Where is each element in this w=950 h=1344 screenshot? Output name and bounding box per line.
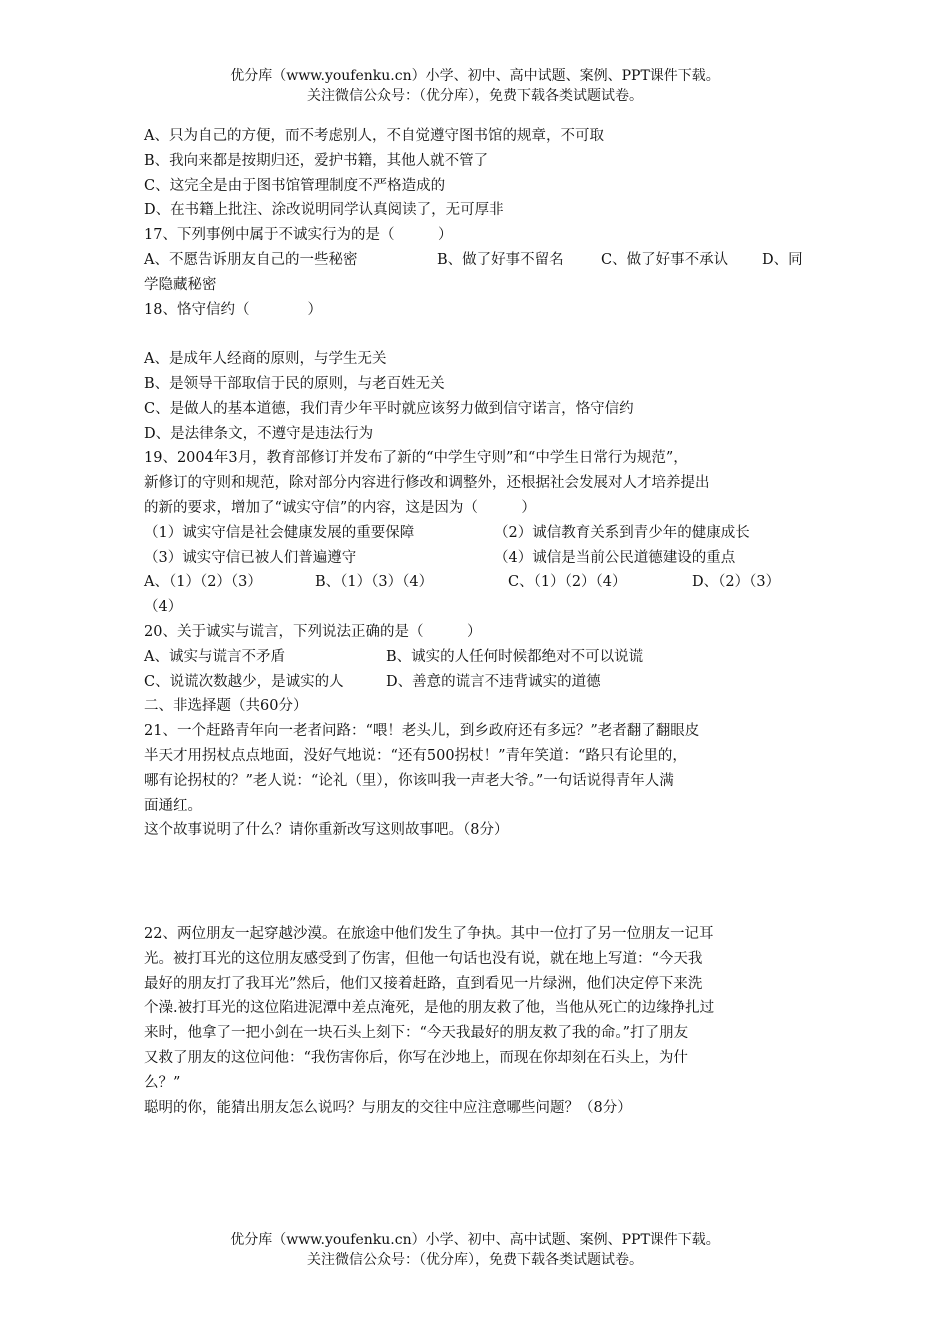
- q16-option-d: D、在书籍上批注、涂改说明同学认真阅读了，无可厚非: [144, 202, 504, 219]
- q22-line-2: 光。被打耳光的这位朋友感受到了伤害，但他一句话也没有说，就在地上写道：“今天我: [144, 950, 703, 967]
- q22-line-4: 个澡.被打耳光的这位陷进泥潭中差点淹死，是他的朋友救了他，当他从死亡的边缘挣扎过: [144, 1000, 715, 1017]
- q17-option-b: B、做了好事不留名: [437, 251, 564, 268]
- q17-option-d-cont: 学隐藏秘密: [144, 276, 217, 293]
- q17-option-a: A、不愿告诉朋友自己的一些秘密: [144, 251, 358, 268]
- q18-option-c: C、是做人的基本道德，我们青少年平时就应该努力做到信守诺言，恪守信约: [144, 400, 634, 417]
- document-body: [144, 124, 810, 843]
- q19-statement-4: （4）诚信是当前公民道德建设的重点: [494, 549, 736, 566]
- q17-option-c: C、做了好事不承认: [601, 251, 729, 268]
- q19-option-a: A、（1）（2）（3）: [144, 574, 262, 591]
- q19-stem-2: 新修订的守则和规范，除对部分内容进行修改和调整外，还根据社会发展对人才培养提出: [144, 475, 710, 492]
- q19-stem-3: 的新的要求，增加了“诚实守信”的内容，这是因为（ ）: [144, 499, 536, 516]
- q17-options: [144, 248, 810, 273]
- q22-line-6: 又救了朋友的这位问他：“我伤害你后，你写在沙地上，而现在你却刻在石头上，为什: [144, 1049, 688, 1066]
- q18-option-d: D、是法律条文，不遵守是违法行为: [144, 425, 374, 442]
- q19-statement-1: （1）诚实守信是社会健康发展的重要保障: [144, 524, 415, 541]
- q22-line-3: 最好的朋友打了我耳光”然后，他们又接着赶路，直到看见一片绿洲，他们决定停下来洗: [144, 975, 703, 992]
- header-line-1: 优分库（www.youfenku.cn）小学、初中、高中试题、案例、PPT课件下载。: [230, 68, 720, 84]
- q19-statement-2: （2）诚信教育关系到青少年的健康成长: [494, 524, 750, 541]
- q16-option-b: B、我向来都是按期归还，爱护书籍，其他人就不管了: [144, 152, 489, 169]
- q18-stem: 18、恪守信约（ ）: [144, 301, 322, 318]
- q21-line-1: 21、一个赶路青年向一老者问路：“喂！老头儿，到乡政府还有多远？”老者翻了翻眼皮: [144, 723, 700, 740]
- q22-line-1: 22、两位朋友一起穿越沙漠。在旅途中他们发生了争执。其中一位打了另一位朋友一记耳: [144, 926, 714, 942]
- q20-options-1: [144, 645, 810, 670]
- q17-stem: 17、下列事例中属于不诚实行为的是（ ）: [144, 227, 453, 244]
- q22-block: [144, 922, 810, 1120]
- q21-question: 这个故事说明了什么？请你重新改写这则故事吧。（8分）: [144, 822, 509, 839]
- q19-stem-1: 19、2004年3月，教育部修订并发布了新的“中学生守则”和“中学生日常行为规范”，: [144, 450, 688, 467]
- q18-option-b: B、是领导干部取信于民的原则，与老百姓无关: [144, 375, 445, 392]
- q22-line-7: 么？”: [144, 1074, 181, 1091]
- q18-option-a: A、是成年人经商的原则，与学生无关: [144, 351, 387, 368]
- q19-options: [144, 570, 810, 595]
- q19-statements-1: [144, 521, 810, 546]
- q21-line-3: 哪有论拐杖的？”老人说：“论礼（里），你该叫我一声老大爷。”一句话说得青年人满: [144, 772, 674, 789]
- q16-option-a: A、只为自己的方便，而不考虑别人，不自觉遵守图书馆的规章，不可取: [144, 128, 604, 144]
- q21-line-4: 面通红。: [144, 797, 202, 814]
- q19-option-c: C、（1）（2）（4）: [508, 574, 627, 591]
- q19-option-b: B、（1）（3）（4）: [315, 574, 434, 591]
- footer-line-2: 关注微信公众号：（优分库），免费下载各类试题试卷。: [307, 1252, 643, 1268]
- footer-line-1: 优分库（www.youfenku.cn）小学、初中、高中试题、案例、PPT课件下载。: [230, 1232, 720, 1248]
- q17-option-d: D、同: [762, 251, 803, 268]
- q20-option-d: D、善意的谎言不违背诚实的道德: [386, 673, 601, 690]
- section-2-heading: 二、非选择题（共60分）: [144, 698, 308, 715]
- q20-option-a: A、诚实与谎言不矛盾: [144, 648, 285, 665]
- q19-statements-2: [144, 546, 810, 571]
- q20-option-b: B、诚实的人任何时候都绝对不可以说谎: [386, 648, 644, 665]
- page-header: [0, 66, 950, 106]
- q20-option-c: C、说谎次数越少，是诚实的人: [144, 673, 344, 690]
- q22-question: 聪明的你，能猜出朋友怎么说吗？与朋友的交往中应注意哪些问题？（8分）: [144, 1099, 632, 1116]
- header-line-2: 关注微信公众号：（优分库），免费下载各类试题试卷。: [307, 88, 643, 104]
- page-footer: [0, 1230, 950, 1270]
- q16-option-c: C、这完全是由于图书馆管理制度不严格造成的: [144, 177, 446, 194]
- q19-statement-3: （3）诚实守信已被人们普遍遵守: [144, 549, 357, 566]
- q22-line-5: 来时，他拿了一把小剑在一块石头上刻下：“今天我最好的朋友救了我的命。”打了朋友: [144, 1025, 689, 1042]
- q19-option-d-cont: （4）: [144, 599, 183, 616]
- q21-line-2: 半天才用拐杖点点地面，没好气地说：“还有500拐杖！”青年笑道：“路只有论里的，: [144, 747, 687, 764]
- q19-option-d: D、（2）（3）: [692, 574, 781, 591]
- q20-options-2: [144, 670, 810, 695]
- q20-stem: 20、关于诚实与谎言，下列说法正确的是（ ）: [144, 623, 482, 640]
